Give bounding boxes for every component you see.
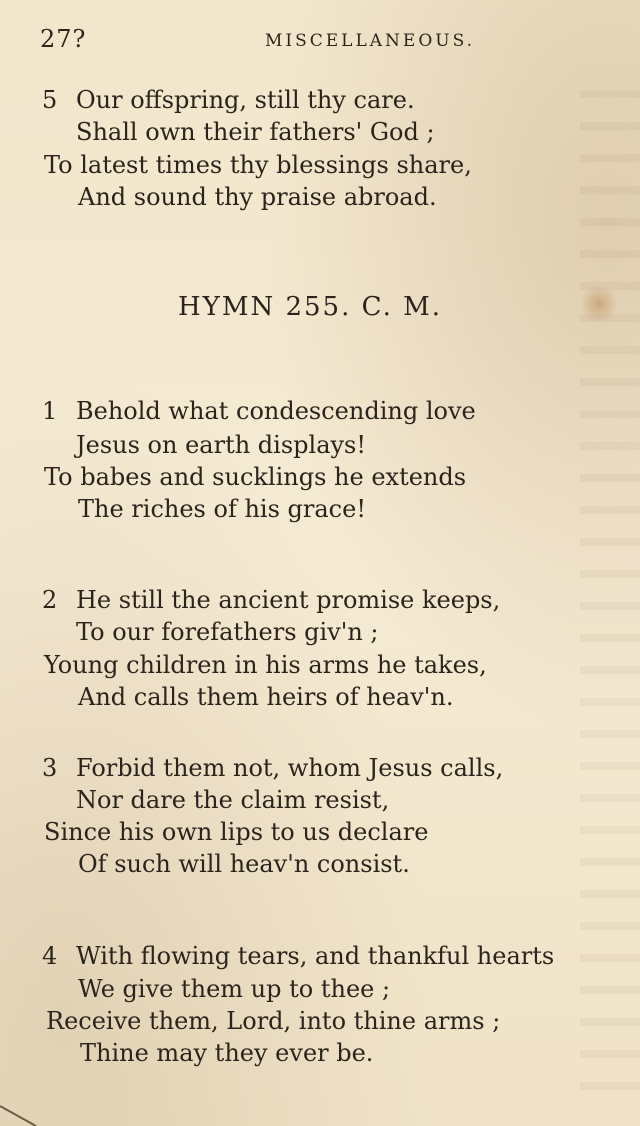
stanza-2-line-2: To our forefathers giv'n ; [76, 618, 379, 646]
stanza-number: 4 [42, 942, 58, 970]
page-number: 27? [40, 25, 87, 53]
stanza-2-line-4: And calls them heirs of heav'n. [78, 683, 454, 711]
page-header [40, 25, 600, 55]
stanza-5-line-4: And sound thy praise abroad. [78, 183, 437, 211]
stanza-4-line-4: Thine may they ever be. [80, 1039, 374, 1067]
stanza-4-line-1: 4 With flowing tears, and thankful hearts [42, 942, 555, 970]
stanza-number: 2 [42, 586, 58, 614]
stanza-number: 5 [42, 86, 58, 114]
stanza-3-line-3: Since his own lips to us declare [44, 818, 429, 846]
stanza-number: 3 [42, 754, 58, 782]
bleedthrough-text [580, 90, 640, 1090]
stanza-4-line-2: We give them up to thee ; [78, 975, 391, 1003]
stanza-4-line-3: Receive them, Lord, into thine arms ; [46, 1007, 501, 1035]
page-corner-fold [0, 1066, 60, 1126]
stanza-number: 1 [42, 397, 58, 425]
stanza-1-line-2: Jesus on earth displays! [76, 431, 367, 459]
stanza-2-line-3: Young children in his arms he takes, [44, 651, 487, 679]
stanza-1-line-4: The riches of his grace! [78, 495, 366, 523]
stanza-3-line-2: Nor dare the claim resist, [76, 786, 390, 814]
hymn-title: HYMN 255. C. M. [178, 292, 443, 322]
stanza-1-line-3: To babes and sucklings he extends [44, 463, 467, 491]
stanza-5-line-3: To latest times thy blessings share, [44, 151, 472, 179]
stanza-3-line-1: 3 Forbid them not, whom Jesus calls, [42, 754, 504, 782]
stanza-3-line-4: Of such will heav'n consist. [78, 850, 410, 878]
stanza-2-line-1: 2 He still the ancient promise keeps, [42, 586, 501, 614]
stanza-5-line-2: Shall own their fathers' God ; [76, 118, 435, 146]
running-head: MISCELLANEOUS. [265, 31, 476, 51]
stanza-5-line-1: 5 Our offspring, still thy care. [42, 86, 415, 114]
stanza-1-line-1: 1 Behold what condescending love [42, 397, 476, 425]
